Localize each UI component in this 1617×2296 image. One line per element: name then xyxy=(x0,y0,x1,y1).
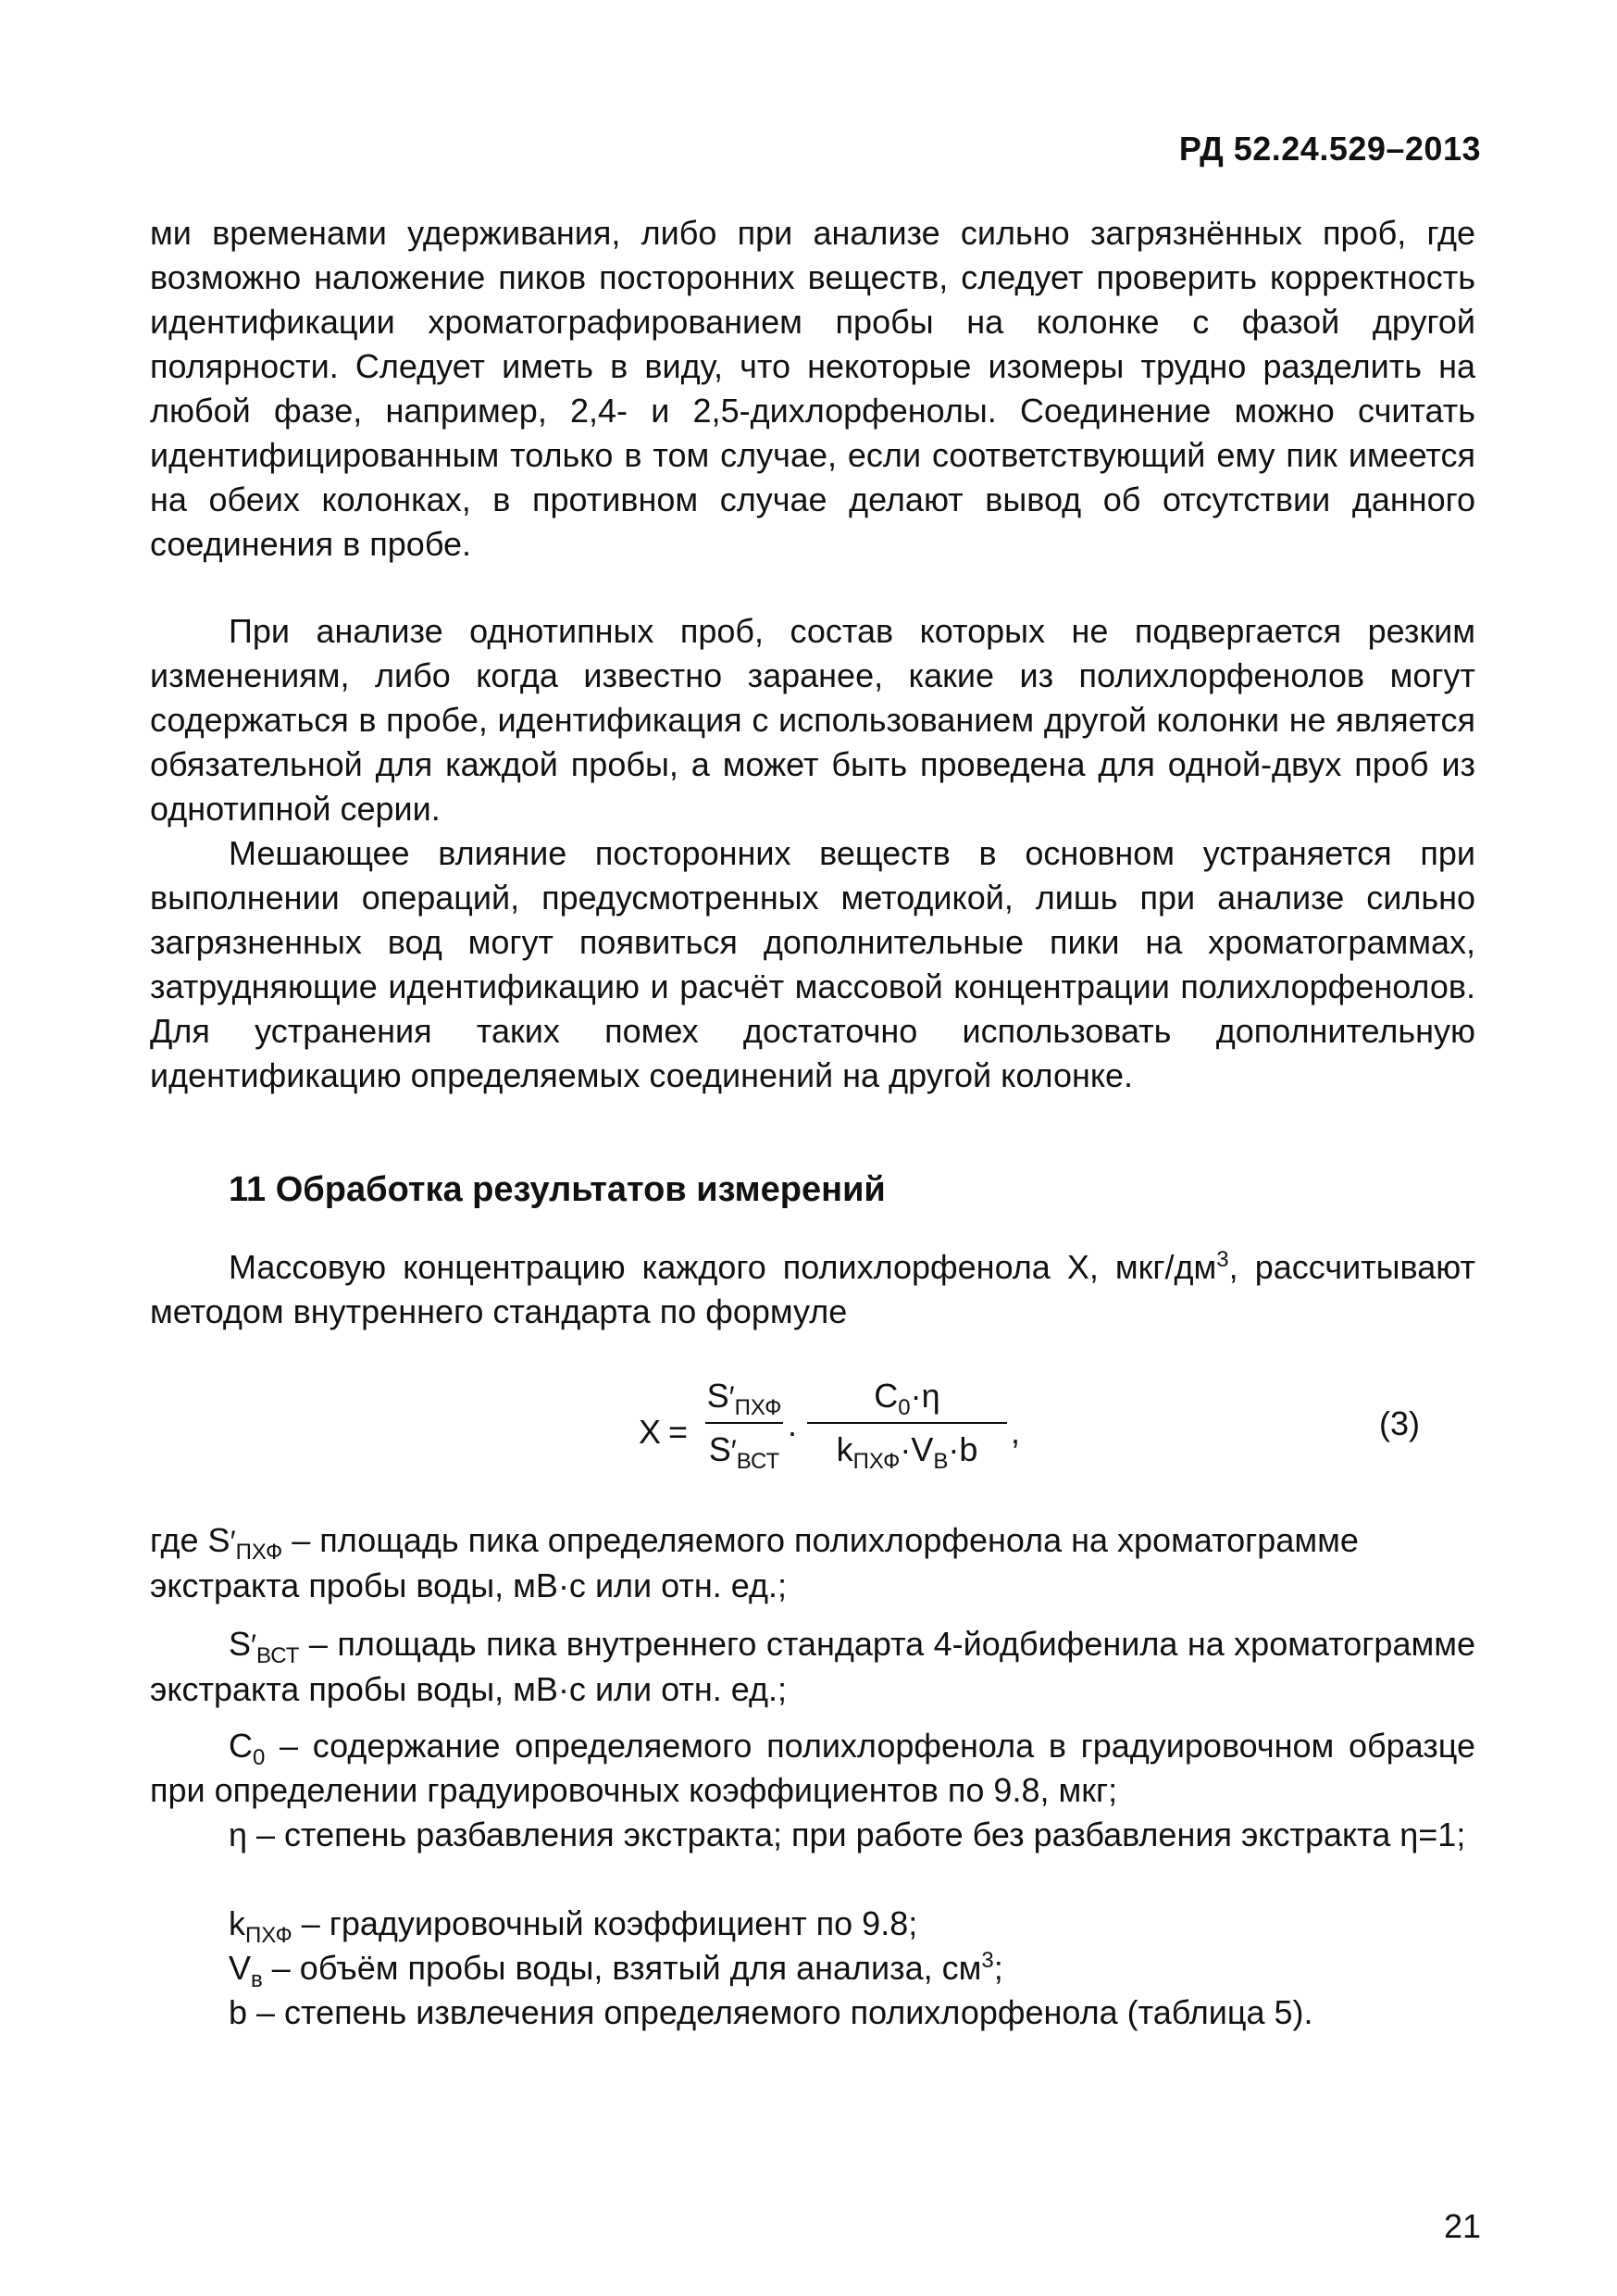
formula-fraction-areas xyxy=(703,1370,785,1476)
fraction-numerator-s-pxf: $S'_{ПХФ}$ xyxy=(706,1377,782,1421)
intro-text-b: , рассчитывают методом внутреннего стандарта по формуле xyxy=(150,1248,1476,1330)
document-code: РД 52.24.529–2013 xyxy=(1178,130,1481,168)
paragraph-1-text: ми временами удерживания, либо при анализе сильно загрязнённых проб, где возможно наложение пиков посторонних веществ, следует проверить корректность идентификации хроматографированием пробы на колонке с фазой другой полярности. Следует иметь в виду, что некоторые изомеры трудно разделить на любой фазе, например, 2,4- и 2,5-дихлорфенолы. Соединение можно считать идентифицированным только в том случае, если соответствующий ему пик имеется на обеих колонках, в противном случае делают вывод об отсутствии данного соединения в пробе. xyxy=(150,214,1475,563)
paragraph-3-text: Мешающее влияние посторонних веществ в основном устраняется при выполнении операций, предусмотренных методикой, лишь при анализе сильно загрязненных вод могут появиться дополнительные пики на хроматограммах, затрудняющие идентификацию и расчёт массовой концентрации полихлорфенолов. Для устранения таких помех достаточно использовать дополнительную идентификацию определяемых соединений на другой колонке. xyxy=(150,834,1475,1094)
section-heading: 11 Обработка результатов измерений xyxy=(229,1170,886,1209)
paragraph-2-text: При анализе однотипных проб, состав которых не подвергается резким изменениям, либо когда известно заранее, какие из полихлорфенолов могут содержаться в пробе, идентификация с использованием другой колонки не является обязательной для каждой пробы, а может быть проведена для одной-двух проб из однотипной серии. xyxy=(150,612,1475,828)
paragraph-1 xyxy=(150,211,1475,567)
definition-b: b – степень извлечения определяемого полихлорфенола (таблица 5). xyxy=(229,1993,1313,2031)
formula-multiply: · xyxy=(787,1413,798,1451)
fraction-numerator-c0-eta: $C_0\cdot\eta$ xyxy=(874,1377,940,1421)
formula-fraction-concentration xyxy=(805,1370,1009,1476)
formula-number: (3) xyxy=(1379,1404,1420,1442)
page-number: 21 xyxy=(1443,2207,1481,2245)
formula-lhs: X xyxy=(639,1413,662,1451)
definition-c0: $C_0$ – содержание определяемого полихлорфенола в градуировочном образце при определении градуировочных коэффициентов по 9.8, мкг; xyxy=(150,1727,1475,1809)
paragraph-2 xyxy=(150,609,1475,831)
section-intro xyxy=(150,1245,1475,1334)
definition-s-pxf: где $S'_{ПХФ}$ – площадь пика определяемого полихлорфенола на хроматограмме экстракта пробы воды, мВ·с или отн. ед.; xyxy=(150,1521,1359,1604)
formula-3 xyxy=(639,1370,1213,1509)
formula-comma: , xyxy=(1011,1413,1021,1451)
intro-text-a: Массовую концентрацию каждого полихлорфенола X, мкг/дм xyxy=(229,1248,1217,1286)
fraction-denominator-k-v-b: $k_{ПХФ}\cdot V_В\cdot b$ xyxy=(836,1430,978,1475)
formula-equals: = xyxy=(668,1413,689,1451)
definition-k-pxf: $k_{ПХФ}$ – градуировочный коэффициент по 9.8; xyxy=(229,1904,918,1949)
definition-v-b: $V_в$ – объём пробы воды, взятый для анализа, $см^3$; xyxy=(229,1948,1003,1993)
paragraph-3 xyxy=(150,831,1475,1098)
fraction-denominator-s-vst: $S'_{ВСТ}$ xyxy=(708,1430,780,1475)
definition-eta: η – степень разбавления экстракта; при работе без разбавления экстракта η=1; xyxy=(229,1816,1466,1853)
definition-s-vst: $S'_{ВСТ}$ – площадь пика внутреннего стандарта 4-йодбифенила на хроматограмме экстракта пробы воды, мВ·с или отн. ед.; xyxy=(150,1625,1475,1708)
intro-superscript: 3 xyxy=(1216,1247,1229,1272)
